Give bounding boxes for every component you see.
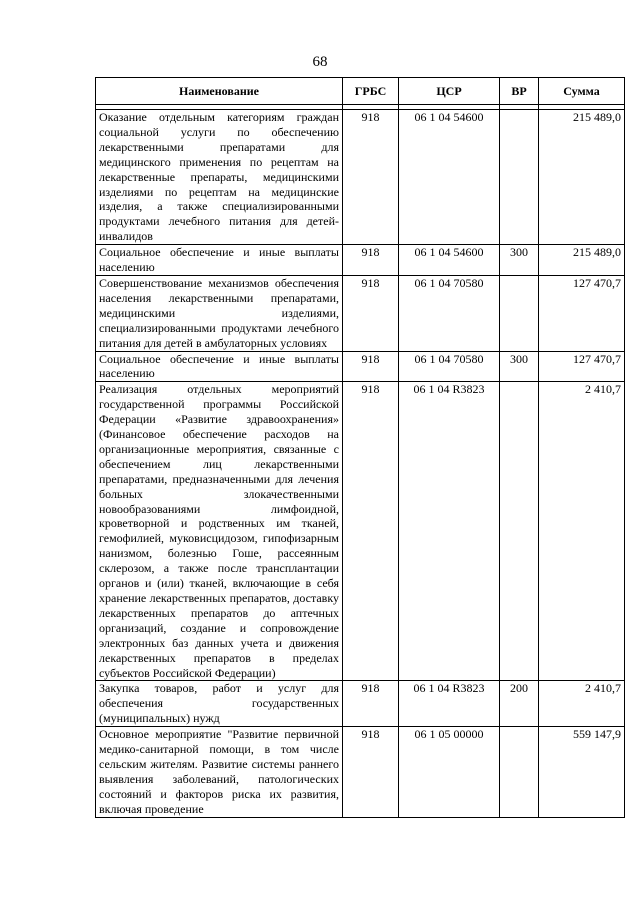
table-row [96,681,625,727]
row-grbs: 918 [343,351,399,382]
row-csr: 06 1 04 R3823 [399,382,500,681]
row-name: Совершенствование механизмов обеспечения населения лекарственными препаратами, медицинскими изделиями, специализированными продуктами лечебного питания для детей в амбулаторных условиях [96,275,343,351]
row-sum: 559 147,9 [539,727,625,817]
row-vr [500,110,539,245]
budget-table [95,77,625,818]
row-name: Основное мероприятие "Развитие первичной медико-санитарной помощи, в том числе сельским жителям. Развитие системы раннего выявления заболеваний, патологических состояний и факторов риска их развития, включая проведение [96,727,343,817]
row-grbs: 918 [343,681,399,727]
page-number: 68 [312,54,328,70]
row-sum: 2 410,7 [539,382,625,681]
table-row [96,727,625,817]
table-row [96,245,625,276]
header-name: Наименование [96,78,343,105]
row-grbs: 918 [343,275,399,351]
row-csr: 06 1 04 R3823 [399,681,500,727]
row-name: Закупка товаров, работ и услуг для обеспечения государственных (муниципальных) нужд [96,681,343,727]
row-csr: 06 1 04 70580 [399,275,500,351]
row-name: Реализация отдельных мероприятий государственной программы Российской Федерации «Развитие здравоохранения» (Финансовое обеспечение расходов на организационные мероприятия, связанные с обеспечением лиц лекарственными препаратами, предназначенными для лечения больных злокачественными новообразованиями лимфоидной, кроветворной и родственных им тканей, гемофилией, муковисцидозом, гипофизарным нанизмом, болезнью Гоше, рассеянным склерозом, а также после трансплантации органов и (или) тканей, включающие в себя хранение лекарственных препаратов, доставку лекарственных препаратов до аптечных организаций, создание и сопровождение электронных баз данных учета и движения лекарственных препаратов в пределах субъектов Российской Федерации) [96,382,343,681]
table-row [96,275,625,351]
row-grbs: 918 [343,727,399,817]
row-grbs: 918 [343,245,399,276]
table-header-row [96,78,625,105]
row-csr: 06 1 04 54600 [399,245,500,276]
row-grbs: 918 [343,382,399,681]
row-vr: 300 [500,245,539,276]
row-vr [500,382,539,681]
row-csr: 06 1 05 00000 [399,727,500,817]
header-grbs: ГРБС [343,78,399,105]
row-vr [500,275,539,351]
table-row [96,351,625,382]
row-csr: 06 1 04 70580 [399,351,500,382]
table-row [96,382,625,681]
header-sum: Сумма [539,78,625,105]
row-vr [500,727,539,817]
row-sum: 127 470,7 [539,351,625,382]
header-vr: ВР [500,78,539,105]
row-vr: 200 [500,681,539,727]
row-name: Оказание отдельным категориям граждан социальной услуги по обеспечению лекарственными препаратами для медицинского применения по рецептам на лекарственные препараты, медицинскими изделиями по рецептам на медицинские изделия, а также специализированными продуктами лечебного питания для детей-инвалидов [96,110,343,245]
table-row [96,110,625,245]
row-sum: 215 489,0 [539,110,625,245]
row-sum: 215 489,0 [539,245,625,276]
row-grbs: 918 [343,110,399,245]
row-name: Социальное обеспечение и иные выплаты населению [96,245,343,276]
row-name: Социальное обеспечение и иные выплаты населению [96,351,343,382]
row-sum: 2 410,7 [539,681,625,727]
row-vr: 300 [500,351,539,382]
row-sum: 127 470,7 [539,275,625,351]
header-csr: ЦСР [399,78,500,105]
row-csr: 06 1 04 54600 [399,110,500,245]
